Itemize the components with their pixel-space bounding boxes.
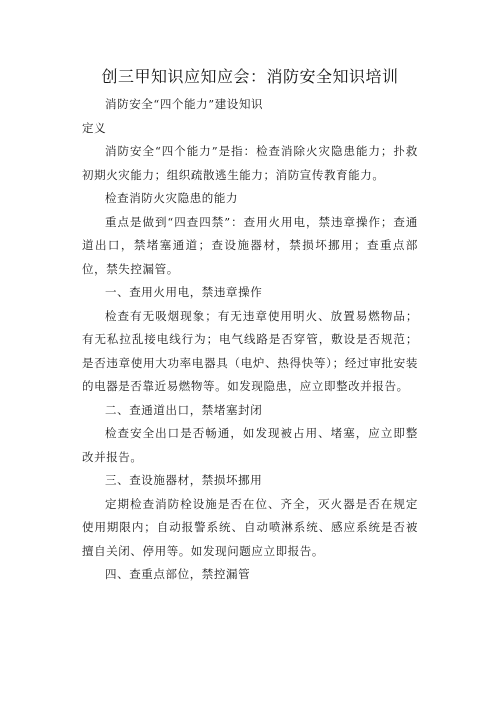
paragraph-four-checks: 重点是做到“四查四禁”：查用火用电，禁违章操作；查通道出口，禁堵塞通道；查设施器材，禁损坏挪用；查重点部位，禁失控漏管。 <box>82 214 418 276</box>
paragraph-item-one-heading: 一、查用火用电，禁违章操作 <box>105 285 263 299</box>
document-title: 创三甲知识应知应会：消防安全知识培训 <box>101 67 399 86</box>
paragraph-item-four-heading: 四、查重点部位，禁控漏管 <box>105 567 251 581</box>
paragraph-subheading: 检查消防火灾隐患的能力 <box>105 191 239 205</box>
paragraph-definition-label: 定义 <box>82 120 107 135</box>
paragraph-item-one-body: 检查有无吸烟现象；有无违章使用明火、放置易燃物品；有无私拉乱接电线行为；电气线路是否穿管，敷设是否规范；是否违章使用大功率电器具（电炉、热得快等）；经过审批安装的电器是否靠近易燃物等。如发现隐患，应立即整改并报告。 <box>82 308 418 393</box>
paragraph-item-two-heading: 二、查通道出口，禁堵塞封闭 <box>105 402 263 417</box>
paragraph-definition: 消防安全“四个能力”是指：检查消除火灾隐患能力；扑救初期火灾能力；组织疏散逃生能力；消防宣传教育能力。 <box>82 144 418 182</box>
paragraph-item-three-body: 定期检查消防栓设施是否在位、齐全，灭火器是否在规定使用期限内；自动报警系统、自动喷淋系统、感应系统是否被擅自关闭、停用等。如发现问题应立即报告。 <box>82 496 418 558</box>
paragraph-section-heading: 消防安全“四个能力”建设知识 <box>105 97 264 111</box>
paragraph-item-two-body: 检查安全出口是否畅通，如发现被占用、堵塞，应立即整改并报告。 <box>82 426 418 464</box>
paragraph-item-three-heading: 三、查设施器材，禁损坏挪用 <box>105 473 263 487</box>
document-body <box>82 93 418 587</box>
